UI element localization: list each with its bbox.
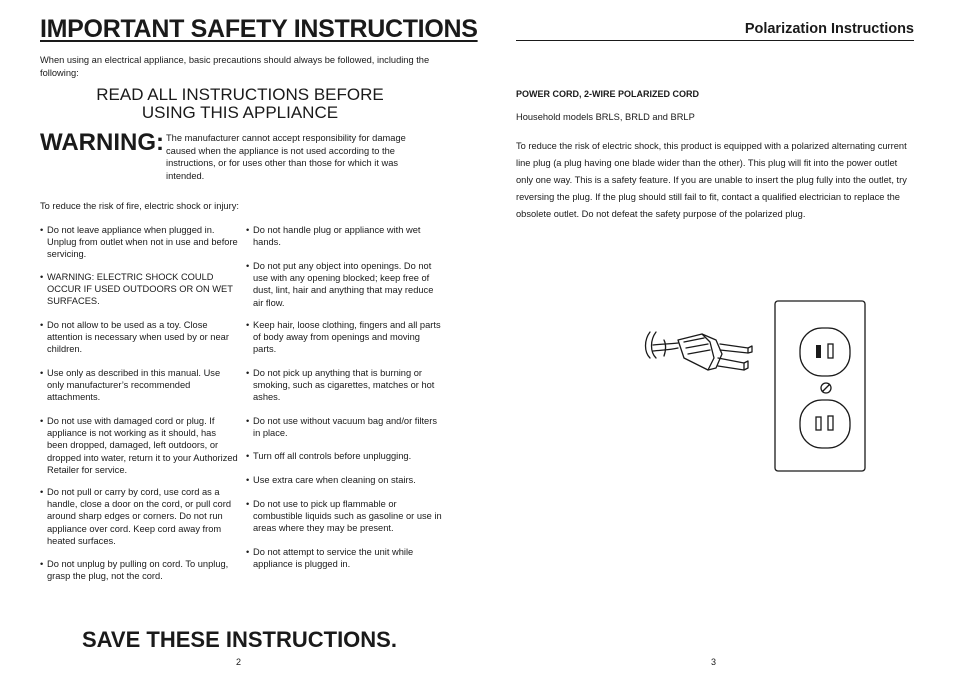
list-item: • Do not use without vacuum bag and/or filters in place. <box>246 415 443 439</box>
polarization-title: Polarization Instructions <box>744 21 914 37</box>
list-item: • WARNING: ELECTRIC SHOCK COULD OCCUR IF USED OUTDOORS OR ON WET SURFACES. <box>40 271 239 308</box>
page-number-left: 2 <box>236 657 242 667</box>
list-item: • Do not put any object into openings. Do not use with any opening blocked; keep free of dust, lint, hair and anything that may reduce air flow. <box>246 260 443 309</box>
page-number-right: 3 <box>711 657 717 667</box>
list-item: • Do not handle plug or appliance with wet hands. <box>246 224 443 248</box>
list-item: • Do not unplug by pulling on cord. To unplug, grasp the plug, not the cord. <box>40 558 239 582</box>
list-item: • Do not use with damaged cord or plug. If appliance is not working as it should, has been dropped, damaged, left outdoors, or dropped into water, return it to your Authorized Retailer for service. <box>40 415 239 476</box>
header-rule <box>516 40 914 41</box>
read-all-heading: READ ALL INSTRUCTIONS BEFORE USING THIS APPLIANCE <box>96 85 384 122</box>
plug-outlet-illustration <box>640 296 880 476</box>
list-item: • Do not pull or carry by cord, use cord as a handle, close a door on the cord, or pull cord around sharp edges or corners. Do not run appliance over cord. Keep cord away from heated surfaces. <box>40 486 239 547</box>
warning-label: WARNING: <box>40 129 164 156</box>
warning-text: The manufacturer cannot accept responsibility for damage caused when the appliance is not used according to the instructions, or for uses other than those for which it was intended. <box>166 133 406 181</box>
polarized-plug-icon <box>646 332 753 370</box>
reduce-risk-text: To reduce the risk of fire, electric shock or injury: <box>40 201 239 211</box>
wall-outlet-icon <box>775 301 865 471</box>
page-title: IMPORTANT SAFETY INSTRUCTIONS <box>40 15 478 43</box>
list-item: • Do not leave appliance when plugged in. Unplug from outlet when not in use and before servicing. <box>40 224 239 261</box>
list-item: • Do not allow to be used as a toy. Close attention is necessary when used by or near children. <box>40 319 239 356</box>
save-instructions-heading: SAVE THESE INSTRUCTIONS. <box>82 627 397 652</box>
power-cord-heading: POWER CORD, 2-WIRE POLARIZED CORD <box>516 89 700 99</box>
list-item: • Keep hair, loose clothing, fingers and all parts of body away from openings and moving parts. <box>246 319 443 356</box>
models-text: Household models BRLS, BRLD and BRLP <box>516 112 695 122</box>
list-item: • Do not attempt to service the unit while appliance is plugged in. <box>246 546 443 570</box>
intro-text: When using an electrical appliance, basic precautions should always be followed, including the following: <box>40 55 430 78</box>
list-item: • Do not pick up anything that is burning or smoking, such as cigarettes, matches or hot ashes. <box>246 367 443 404</box>
list-item: • Do not use to pick up flammable or combustible liquids such as gasoline or use in areas where they may be present. <box>246 498 443 535</box>
list-item: • Turn off all controls before unplugging. <box>246 450 443 462</box>
polarization-body: To reduce the risk of electric shock, this product is equipped with a polarized alternating current line plug (a plug having one blade wider than the other). This plug will fit into the power outlet only one way. This is a safety feature. If you are unable to insert the plug fully into the outlet, try reversing the plug. If the plug should still fail to fit, contact a qualified electrician to replace the obsolete outlet. Do not defeat the safety purpose of the polarized plug. <box>516 141 907 219</box>
list-item: • Use extra care when cleaning on stairs. <box>246 474 443 486</box>
list-item: • Use only as described in this manual. Use only manufacturer’s recommended attachments. <box>40 367 239 404</box>
